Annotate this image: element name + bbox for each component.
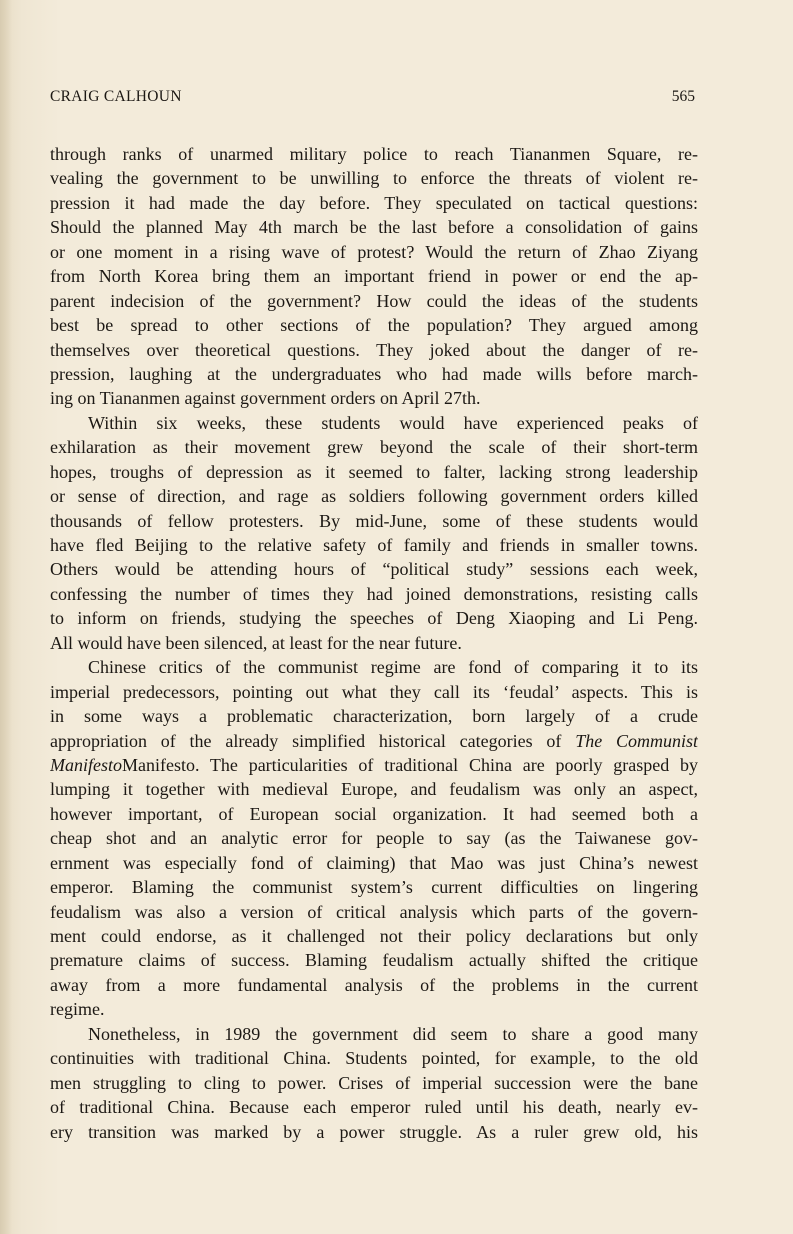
running-head-author: CRAIG CALHOUN (50, 88, 182, 105)
text-line: ment could endorse, as it challenged not their policy declarations but only (50, 926, 698, 946)
text-line: imperial predecessors, pointing out what they call its ‘feudal’ aspects. This is (50, 681, 698, 702)
text-line: ery transition was marked by a power struggle. As a ruler grew old, his (50, 1121, 698, 1142)
body-text (50, 142, 698, 1144)
text-line: ernment was especially fond of claiming) that Mao was just China’s newest (50, 852, 698, 873)
text-line: themselves over theoretical questions. They joked about the danger of re- (50, 339, 698, 360)
paragraph-first-line: Within six weeks, these students would have experienced peaks of (88, 412, 698, 433)
text-line: of traditional China. Because each emperor ruled until his death, nearly ev- (50, 1097, 698, 1118)
text-line: men struggling to cling to power. Crises of imperial succession were the bane (50, 1072, 698, 1093)
text-line: hopes, troughs of depression as it seemed to falter, lacking strong leadership (50, 461, 698, 482)
text-line: emperor. Blaming the communist system’s current difficulties on lingering (50, 877, 698, 898)
text-line: or sense of direction, and rage as soldiers following government orders killed (50, 486, 698, 507)
running-head (50, 88, 695, 110)
text-line: ing on Tiananmen against government orders on April 27th. (50, 388, 481, 409)
text-line: or one moment in a rising wave of protest? Would the return of Zhao Ziyang (50, 241, 698, 262)
text-span: appropriation of the already simplified historical categories of (50, 730, 576, 751)
text-line: Should the planned May 4th march be the last before a consolidation of gains (50, 217, 698, 238)
text-line: Others would be attending hours of “political study” sessions each week, (50, 559, 698, 580)
text-line: parent indecision of the government? How could the ideas of the students (50, 290, 698, 311)
text-line: away from a more fundamental analysis of the problems in the current (50, 974, 698, 995)
text-line: best be spread to other sections of the population? They argued among (50, 315, 698, 336)
text-line: have fled Beijing to the relative safety of family and friends in smaller towns. (50, 535, 698, 555)
text-line: to inform on friends, studying the speeches of Deng Xiaoping and Li Peng. (50, 608, 698, 629)
book-title-italic: The Communist (575, 730, 698, 751)
book-title-italic: Manifesto (50, 754, 122, 775)
text-line: confessing the number of times they had joined demonstrations, resisting calls (50, 583, 698, 604)
text-line: through ranks of unarmed military police to reach Tiananmen Square, re- (50, 144, 698, 164)
text-line: pression it had made the day before. They speculated on tactical questions: (50, 192, 698, 213)
paragraph-first-line: Chinese critics of the communist regime are fond of comparing it to its (88, 657, 698, 678)
paragraph-first-line: Nonetheless, in 1989 the government did seem to share a good many (88, 1023, 698, 1044)
page-binding-edge (0, 0, 12, 1234)
text-line: lumping it together with medieval Europe, and feudalism was only an aspect, (50, 779, 698, 800)
text-line: cheap shot and an analytic error for people to say (as the Taiwanese gov- (50, 828, 698, 849)
text-line (50, 729, 698, 753)
text-line: however important, of European social organization. It had seemed both a (50, 803, 698, 824)
text-line (50, 753, 698, 777)
page-number: 565 (671, 88, 695, 105)
text-line: in some ways a problematic characterization, born largely of a crude (50, 706, 698, 727)
text-line: All would have been silenced, at least for the near future. (50, 632, 462, 653)
text-line: regime. (50, 999, 105, 1020)
text-line: thousands of fellow protesters. By mid-June, some of these students would (50, 510, 698, 531)
text-line: pression, laughing at the undergraduates who had made wills before march- (50, 363, 698, 384)
text-line: vealing the government to be unwilling to enforce the threats of violent re- (50, 168, 698, 189)
text-line: premature claims of success. Blaming feudalism actually shifted the critique (50, 950, 698, 971)
text-line: exhilaration as their movement grew beyond the scale of their short-term (50, 437, 698, 458)
text-line: feudalism was also a version of critical analysis which parts of the govern- (50, 901, 698, 922)
text-line: from North Korea bring them an important friend in power or end the ap- (50, 266, 698, 287)
text-span: Manifesto. The particularities of traditional China are poorly grasped by (122, 754, 698, 775)
text-line: continuities with traditional China. Students pointed, for example, to the old (50, 1048, 698, 1069)
